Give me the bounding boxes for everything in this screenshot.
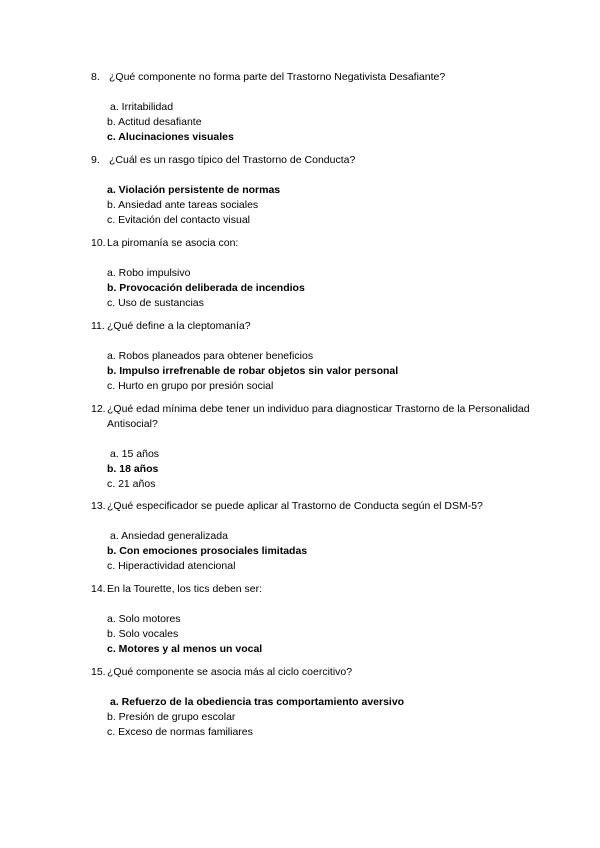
option-a: a. Robos planeados para obtener beneficios xyxy=(107,350,314,362)
question-number: 8. xyxy=(91,71,100,83)
question-8 xyxy=(91,70,531,145)
option-a: a. 15 años xyxy=(110,448,160,460)
option-c: c. Hurto en grupo por presión social xyxy=(107,380,274,392)
options-list xyxy=(91,266,531,311)
question-10 xyxy=(91,236,531,311)
question-13 xyxy=(91,499,531,574)
question-text: ¿Qué edad mínima debe tener un individuo para diagnosticar Trastorno de la Personalidad Antisocial? xyxy=(107,403,530,430)
option-b: b. Actitud desafiante xyxy=(107,116,202,128)
option-b-correct: b. Provocación deliberada de incendios xyxy=(107,282,305,294)
option-c: c. 21 años xyxy=(107,478,156,490)
question-text: ¿Qué componente no forma parte del Trastorno Negativista Desafiante? xyxy=(109,71,446,83)
question-text: La piromanía se asocia con: xyxy=(107,237,239,249)
options-list xyxy=(91,447,531,492)
options-list xyxy=(91,100,531,145)
options-list xyxy=(91,183,531,228)
question-15 xyxy=(91,665,531,740)
question-text: ¿Qué componente se asocia más al ciclo coercitivo? xyxy=(107,666,353,678)
option-c-correct: c. Alucinaciones visuales xyxy=(107,131,234,143)
option-c-correct: c. Motores y al menos un vocal xyxy=(107,643,263,655)
option-a: a. Solo motores xyxy=(107,613,181,625)
question-text: En la Tourette, los tics deben ser: xyxy=(107,583,263,595)
option-c: c. Exceso de normas familiares xyxy=(107,726,253,738)
question-14 xyxy=(91,582,531,657)
option-b-correct: b. Con emociones prosociales limitadas xyxy=(107,545,308,557)
options-list xyxy=(91,349,531,394)
question-number: 11. xyxy=(91,320,105,332)
options-list xyxy=(91,612,531,657)
option-b-correct: b. 18 años xyxy=(107,463,159,475)
question-number: 10. xyxy=(91,237,106,249)
question-text: ¿Qué define a la cleptomanía? xyxy=(107,320,251,332)
option-a-correct: a. Violación persistente de normas xyxy=(107,184,281,196)
option-a: a. Irritabilidad xyxy=(110,101,174,113)
option-a: a. Robo impulsivo xyxy=(107,267,191,279)
question-number: 15. xyxy=(91,666,106,678)
option-b: b. Presión de grupo escolar xyxy=(107,711,236,723)
question-number: 9. xyxy=(91,154,100,166)
question-text: ¿Cuál es un rasgo típico del Trastorno de Conducta? xyxy=(109,154,356,166)
options-list xyxy=(91,695,531,740)
question-text: ¿Qué especificador se puede aplicar al Trastorno de Conducta según el DSM-5? xyxy=(107,500,483,512)
question-number: 12. xyxy=(91,403,106,415)
option-c: c. Uso de sustancias xyxy=(107,297,204,309)
option-a: a. Ansiedad generalizada xyxy=(110,530,228,542)
option-c: c. Evitación del contacto visual xyxy=(107,214,250,226)
question-9 xyxy=(91,153,531,228)
option-a-correct: a. Refuerzo de la obediencia tras comportamiento aversivo xyxy=(110,696,405,708)
question-11 xyxy=(91,319,531,394)
question-number: 13. xyxy=(91,500,106,512)
option-b: b. Ansiedad ante tareas sociales xyxy=(107,199,259,211)
option-b: b. Solo vocales xyxy=(107,628,179,640)
options-list xyxy=(91,529,531,574)
option-b-correct: b. Impulso irrefrenable de robar objetos sin valor personal xyxy=(107,365,399,377)
question-number: 14. xyxy=(91,583,106,595)
question-12 xyxy=(91,402,531,492)
option-c: c. Hiperactividad atencional xyxy=(107,560,236,572)
